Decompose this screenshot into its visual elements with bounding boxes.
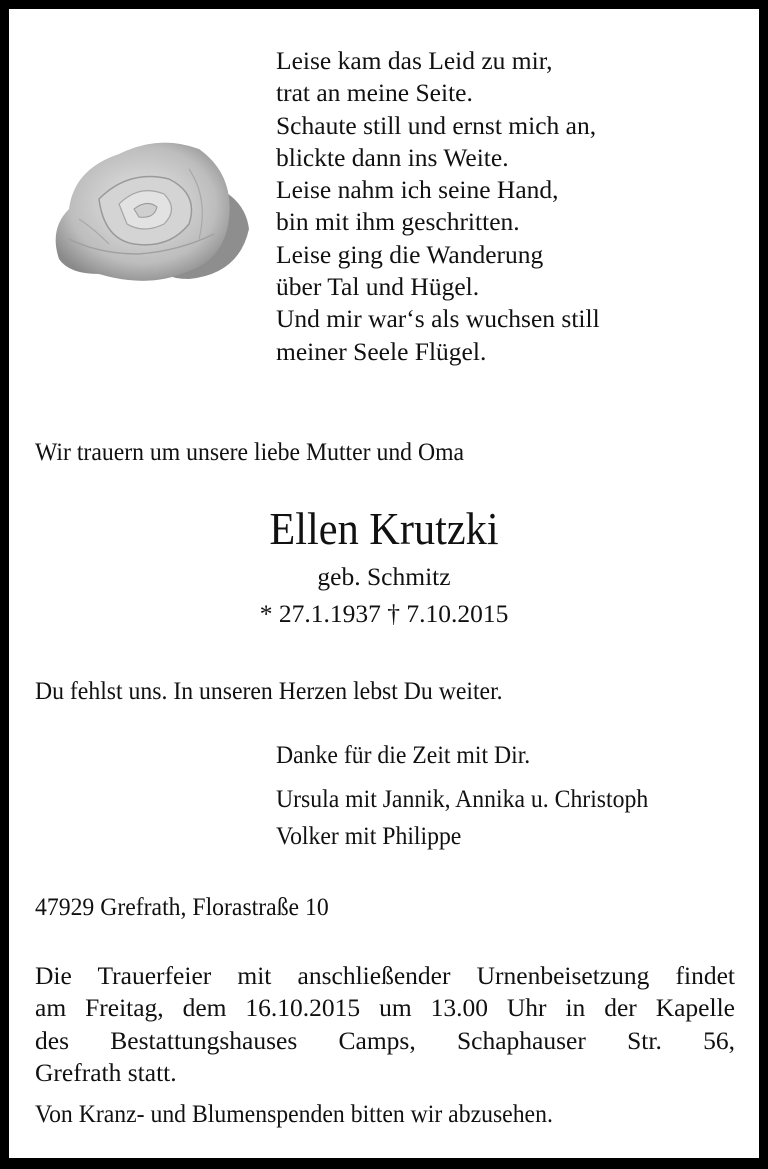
- ceremony-text: [35, 960, 735, 1089]
- family-member: Volker mit Philippe: [276, 821, 462, 850]
- rose-icon: [39, 129, 259, 294]
- poem-line: Leise kam das Leid zu mir,: [276, 46, 553, 75]
- ceremony-line: Grefrath statt.: [35, 1057, 177, 1087]
- family-member: Ursula mit Jannik, Annika u. Christoph: [276, 784, 649, 813]
- poem-line: meiner Seele Flügel.: [276, 336, 487, 366]
- family-list: [276, 780, 648, 854]
- birth-name: geb. Schmitz: [317, 562, 451, 591]
- poem-line: Leise ging die Wanderung: [276, 239, 544, 269]
- thanks-text: Danke für die Zeit mit Dir.: [276, 740, 531, 769]
- intro-text: Wir trauern um unsere liebe Mutter und Oma: [35, 437, 465, 466]
- poem-line: über Tal und Hügel.: [276, 272, 480, 302]
- deceased-name: Ellen Krutzki: [269, 503, 499, 554]
- poem-line: blickte dann ins Weite.: [276, 142, 509, 172]
- ceremony-line: am Freitag, dem 16.10.2015 um 13.00 Uhr in der Kapelle: [35, 993, 735, 1023]
- poem-line: bin mit ihm geschritten.: [276, 207, 520, 237]
- ceremony-line: Die Trauerfeier mit anschließender Urnenbeisetzung findet: [35, 961, 735, 990]
- life-dates: * 27.1.1937 † 7.10.2015: [259, 599, 509, 628]
- poem-line: Schaute still und ernst mich an,: [276, 110, 597, 140]
- poem-line: trat an meine Seite.: [276, 78, 473, 108]
- poem-line: Leise nahm ich seine Hand,: [276, 175, 559, 205]
- poem: [276, 45, 600, 368]
- message-text: Du fehlst uns. In unseren Herzen lebst Du weiter.: [35, 676, 503, 705]
- ceremony-line: des Bestattungshauses Camps, Schaphauser Str. 56,: [35, 1025, 735, 1055]
- obituary-card: [9, 9, 759, 1158]
- poem-line: Und mir war‘s als wuchsen still: [276, 304, 600, 334]
- no-flowers-note: Von Kranz- und Blumenspenden bitten wir abzusehen.: [35, 1099, 553, 1128]
- address-text: 47929 Grefrath, Florastraße 10: [35, 892, 329, 921]
